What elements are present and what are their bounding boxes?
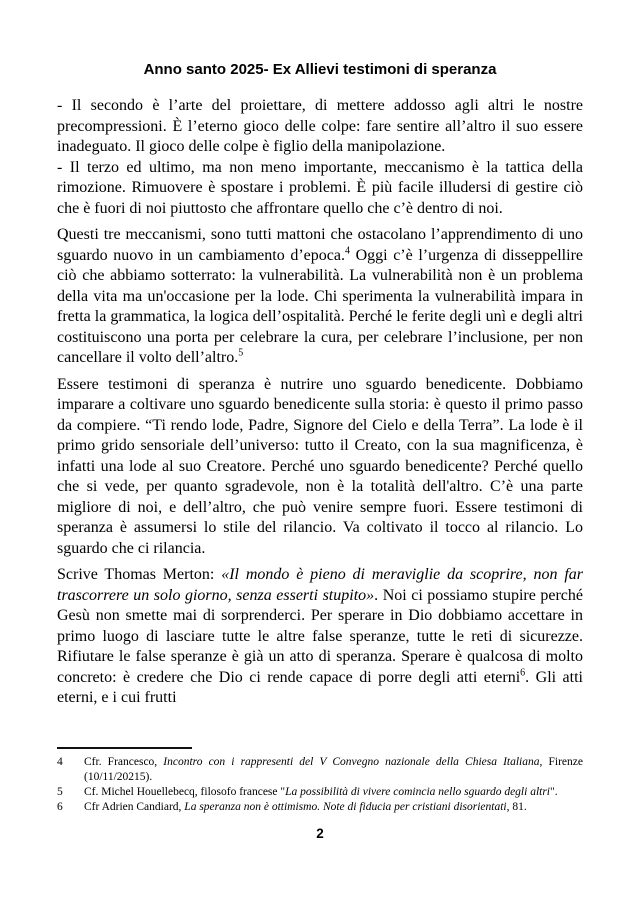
para-secondo-meccanismo	[57, 96, 583, 158]
footnote-number: 6	[57, 801, 63, 813]
footnote-number: 4	[57, 756, 63, 768]
text-run: , 81.	[506, 801, 527, 813]
italic-text-run: Incontro con i rappresenti del V Convegno nazionale della Chiesa Italiana	[163, 756, 540, 768]
footnote-ref: 4	[344, 245, 350, 257]
page-title: Anno santo 2025- Ex Allievi testimoni di speranza	[143, 61, 497, 78]
footnote-item	[57, 800, 583, 815]
footnote-item	[57, 755, 583, 785]
footnote-area	[57, 747, 583, 815]
footnote-text	[84, 755, 583, 785]
text-run: ".	[550, 786, 558, 798]
footnote-separator	[57, 747, 192, 749]
page-number: 2	[316, 826, 324, 841]
footnote-ref: 6	[520, 667, 526, 679]
text-run: , Firenze (10/11/20215).	[84, 756, 583, 783]
text-run: . Noi ci possiamo stupire perché Gesù non smette mai di sorprenderci. Per sperare in Dio dobbiamo accettare in primo luogo di lasciare tutte le altre false speranze, tutte le reti di sicurezze. Rifiutare le false speranze è già un atto di speranza. Sperare è qualcosa di molto concreto: è credere che Dio ci rende capace di porre degli atti eterni	[57, 586, 583, 686]
text-run: Cfr Adrien Candiard,	[84, 801, 185, 813]
footnote-number: 5	[57, 786, 63, 798]
text-run: Questi tre meccanismi, sono tutti mattoni che ostacolano l’apprendimento di uno sguardo nuovo in un cambiamento d’epoca.	[57, 226, 583, 264]
italic-text-run: La speranza non è ottimismo. Note di fiducia per cristiani disorientati	[184, 801, 507, 813]
text-run: Essere testimoni di speranza è nutrire uno sguardo benedicente. Dobbiamo imparare a coltivare uno sguardo benedicente sulla storia: è questo il primo passo da compiere. “Ti rendo lode, Padre, Signore del Cielo e della Terra”. La lode è il primo grido sensoriale dell’universo: tutto il Creato, con la sua magnificenza, è infatti una lode al suo Creatore. Perché uno sguardo benedicente? Perché quello che si vede, per quanto sgradevole, non è la totalità dell'altro. C’è una parte migliore di noi, e dell’altro, che può venire sempre fuori. Essere testimoni di speranza è assumersi lo stile del rilancio. Va coltivato il tocco al rilancio. Lo sguardo che ci rilancia.	[57, 375, 583, 557]
text-run: Cf. Michel Houellebecq, filosofo francese "	[84, 786, 286, 798]
text-run: . Gli atti eterni, e i cui frutti	[57, 668, 583, 706]
text-run: Scrive Thomas Merton:	[57, 566, 222, 583]
footnote-ref: 5	[238, 347, 244, 359]
text-run: Cfr. Francesco,	[84, 756, 164, 768]
text-run: - Il terzo ed ultimo, ma non meno importante, meccanismo è la tattica della rimozione. Rimuovere è spostare i problemi. È più facile illudersi di gestire ciò che è fuori di noi piuttosto che affrontare quello che c’è dentro di noi.	[57, 158, 583, 217]
footnote-text	[84, 785, 583, 800]
text-run: - Il secondo è l’arte del proiettare, di mettere addosso agli altri le nostre precompressioni. È l’eterno gioco delle colpe: fare sentire all’altro il suo essere inadeguato. Il gioco delle colpe è figlio della manipolazione.	[57, 97, 583, 155]
para-merton	[57, 565, 583, 709]
text-run: Oggi c’è l’urgenza di disseppellire ciò che abbiamo sotterrato: la vulnerabilità. La vulnerabilità non è un problema della vita ma un'occasione per la lode. Chi sperimenta la vulnerabilità impara in fretta la grammatica, la logica dell’ospitalità. Perché le ferite degli unì e degli altri costituiscono una porta per celebrare la cura, per celebrare l’inclusione, per non cancellare il volto dell’altro.	[57, 246, 583, 366]
italic-text-run: La possibilità di vivere comincia nello sguardo degli altri	[285, 786, 550, 798]
para-sguardo-benedicente	[57, 375, 583, 560]
document-body	[57, 96, 583, 746]
italic-text-run: «Il mondo è pieno di meraviglie da scoprire, non far trascorrere un solo giorno, senza esserti stupito»	[57, 566, 583, 604]
para-tre-meccanismi	[57, 225, 583, 369]
footnote-text	[84, 800, 583, 815]
footnote-item	[57, 785, 583, 800]
para-terzo-meccanismo	[57, 158, 583, 220]
footnote-list	[57, 755, 583, 815]
